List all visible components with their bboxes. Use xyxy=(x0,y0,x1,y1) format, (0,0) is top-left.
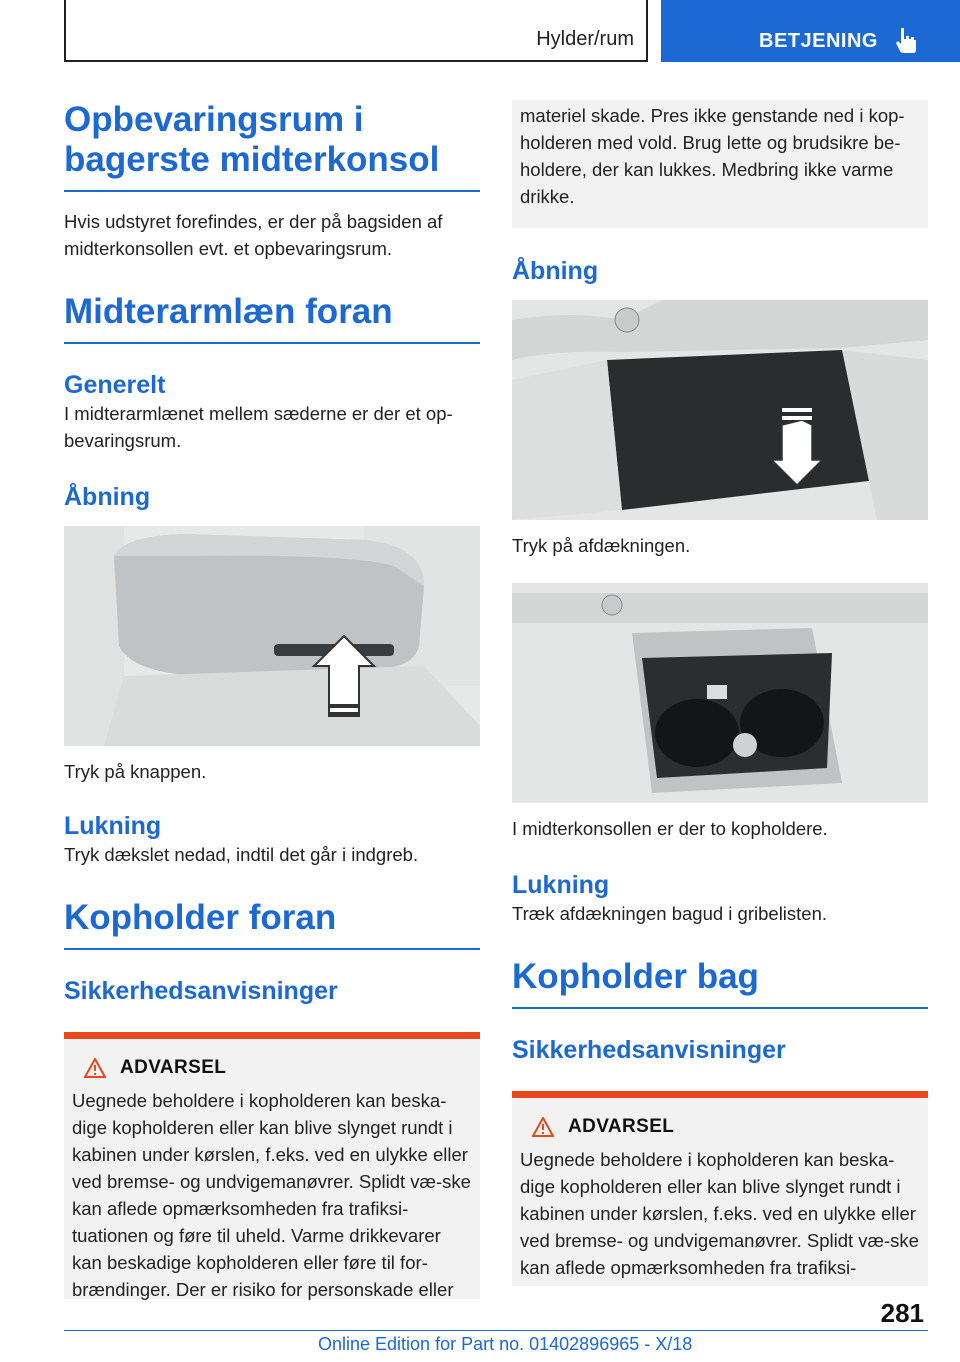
warning-box-left xyxy=(64,1039,480,1299)
left-column xyxy=(64,100,480,1299)
lukning-text-right: Træk afdækningen bagud i gribelisten. xyxy=(512,903,828,924)
heading-safety-right: Sikkerhedsanvisninger xyxy=(512,1036,786,1064)
generelt-text: I midterarmlænet mellem sæderne er der et op-bevaringsrum. xyxy=(64,403,453,451)
heading-storage-rear-console: Opbevaringsrum i bagerste midterkonsol xyxy=(64,100,480,192)
cover-photo xyxy=(512,300,928,520)
heading-front-armrest: Midterarmlæn foran xyxy=(64,292,480,344)
warning-box-right xyxy=(512,1098,928,1286)
intro-text: Hvis udstyret forefindes, er der på bagsiden af midterkonsollen evt. et opbevaringsrum. xyxy=(64,211,443,259)
pointing-hand-icon xyxy=(893,26,919,54)
header-chapter-tab[interactable] xyxy=(661,0,960,62)
right-column xyxy=(512,100,928,1286)
warning-bar-right xyxy=(512,1091,928,1098)
heading-generelt: Generelt xyxy=(64,371,166,399)
caption-press-cover: Tryk på afdækningen. xyxy=(512,535,691,556)
footer-divider xyxy=(64,1330,928,1331)
caption-two-cupholders: I midterkonsollen er der to kopholdere. xyxy=(512,818,828,839)
warning-title-right xyxy=(520,1112,920,1142)
warning-bar-left xyxy=(64,1032,480,1039)
armrest-caption: Tryk på knappen. xyxy=(64,761,207,782)
lukning-text-left: Tryk dækslet nedad, indtil det går i indgreb. xyxy=(64,844,419,865)
header-section-label: Hylder/rum xyxy=(536,28,634,50)
warning-text-left: Uegnede beholdere i kopholderen kan beska-dige kopholderen eller kan blive slynget rundt i kabinen under kørslen, f.eks. ved en ulykke eller ved bremse- og undvigemanøvrer. Splidt væ-ske kan aflede opmærksomheden fra trafiksi-tuationen og føre til uheld. Varme drikkevarer kan beskadige kopholderen eller føre til for-brændinger. Der er risiko for personskade eller xyxy=(72,1090,471,1300)
header-section-box xyxy=(64,0,648,62)
heading-aabning-right: Åbning xyxy=(512,257,599,285)
page-number: 281 xyxy=(880,1298,924,1328)
warning-title-text-right: ADVARSEL xyxy=(568,1116,675,1137)
heading-lukning-left: Lukning xyxy=(64,812,162,840)
heading-rear-cupholder: Kopholder bag xyxy=(512,957,928,1009)
warning-triangle-icon xyxy=(84,1058,106,1078)
warning-text-continued: materiel skade. Pres ikke genstande ned i kop-holderen med vold. Brug lette og brudsikre be-holdere, der kan lukkes. Medbring ikke varme drikke. xyxy=(520,105,905,207)
footer-edition: Online Edition for Part no. 01402896965 - X/18 xyxy=(318,1334,693,1354)
heading-lukning-right: Lukning xyxy=(512,871,610,899)
heading-front-cupholder: Kopholder foran xyxy=(64,898,480,950)
cupholder-photo xyxy=(512,583,928,803)
header-chapter-label: BETJENING xyxy=(759,30,878,52)
heading-aabning-left: Åbning xyxy=(64,483,151,511)
warning-text-right: Uegnede beholdere i kopholderen kan beska-dige kopholderen eller kan blive slynget rundt i kabinen under kørslen, f.eks. ved en ulykke eller ved bremse- og undvigemanøvrer. Splidt væ-ske kan aflede opmærksomheden fra trafiksi- xyxy=(520,1149,919,1278)
warning-title-left xyxy=(72,1053,472,1083)
armrest-photo xyxy=(64,526,480,746)
warning-triangle-icon xyxy=(532,1117,554,1137)
warning-title-text-left: ADVARSEL xyxy=(120,1057,227,1078)
warning-box-continued xyxy=(512,100,928,228)
heading-safety-left: Sikkerhedsanvisninger xyxy=(64,977,338,1005)
